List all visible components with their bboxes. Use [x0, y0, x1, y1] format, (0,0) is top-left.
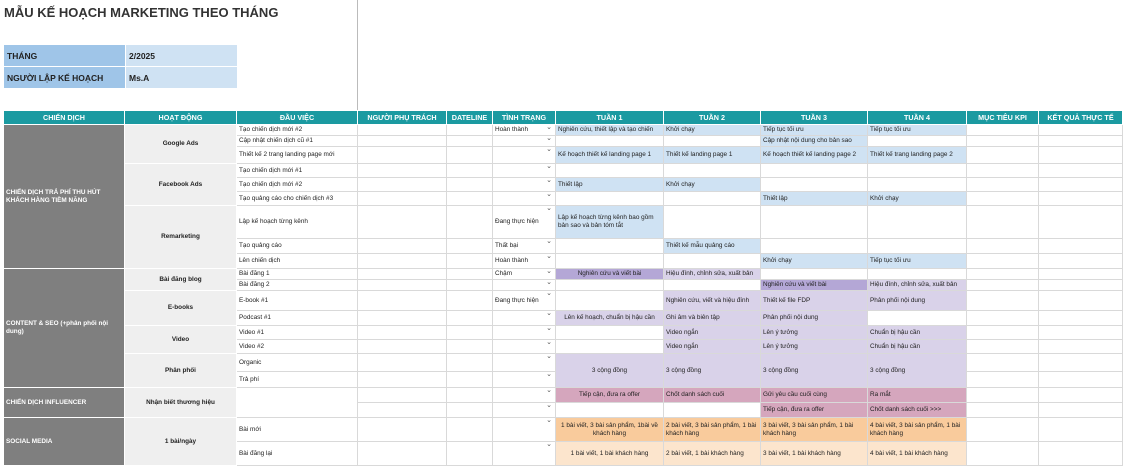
week4-cell[interactable]: Tiếp tục tối ưu — [868, 125, 967, 136]
week3-cell[interactable]: Nghiên cứu và viết bài — [761, 280, 868, 291]
owner-cell[interactable] — [358, 291, 447, 311]
week4-cell[interactable]: 4 bài viết, 3 bài sản phẩm, 1 bài khách hàng — [868, 418, 967, 442]
week2-cell[interactable]: Thiết kế mẫu quảng cáo — [664, 239, 761, 254]
status-dropdown[interactable] — [493, 164, 556, 178]
header-campaign: CHIẾN DỊCH — [4, 111, 125, 125]
week4-cell[interactable]: Chuẩn bị hậu cần — [868, 340, 967, 354]
header-week1: TUẦN 1 — [556, 111, 664, 125]
kpi-cell[interactable] — [967, 311, 1039, 326]
owner-cell[interactable] — [358, 136, 447, 147]
month-label: THÁNG — [4, 45, 126, 67]
week3-cell[interactable] — [761, 239, 868, 254]
result-cell[interactable] — [1039, 178, 1123, 192]
week1-cell[interactable]: Thiết lập — [556, 178, 664, 192]
result-cell[interactable] — [1039, 291, 1123, 311]
kpi-cell[interactable] — [967, 418, 1039, 442]
week3-cell[interactable]: Cập nhật nội dung cho bản sao — [761, 136, 868, 147]
task-cell[interactable]: Tạo quảng cáo — [237, 239, 358, 254]
status-dropdown[interactable] — [493, 192, 556, 206]
activity-cell-distribution: Phân phối — [125, 354, 237, 388]
deadline-cell[interactable] — [447, 147, 493, 164]
owner-cell[interactable] — [358, 442, 447, 466]
week1-cell[interactable]: Lên kế hoạch, chuẩn bị hậu cần — [556, 311, 664, 326]
status-dropdown[interactable] — [493, 280, 556, 291]
activity-cell-blog: Bài đăng blog — [125, 269, 237, 291]
owner-cell[interactable] — [358, 178, 447, 192]
owner-cell[interactable] — [358, 192, 447, 206]
owner-cell[interactable] — [358, 164, 447, 178]
week3-cell[interactable]: Thiết kế file FDP — [761, 291, 868, 311]
deadline-cell[interactable] — [447, 192, 493, 206]
week4-cell[interactable] — [868, 269, 967, 280]
result-cell[interactable] — [1039, 125, 1123, 136]
status-dropdown[interactable] — [493, 388, 556, 403]
result-cell[interactable] — [1039, 136, 1123, 147]
week3-cell[interactable]: Kế hoạch thiết kế landing page 2 — [761, 147, 868, 164]
task-cell[interactable]: Thiết kế 2 trang landing page mới — [237, 147, 358, 164]
status-dropdown[interactable] — [493, 418, 556, 442]
week2-cell[interactable] — [664, 254, 761, 269]
week2-cell[interactable]: Ghi âm và biên tập — [664, 311, 761, 326]
week2-cell[interactable] — [664, 164, 761, 178]
week3-cell[interactable]: 3 bài viết, 1 bài khách hàng — [761, 442, 868, 466]
result-cell[interactable] — [1039, 418, 1123, 442]
deadline-cell[interactable] — [447, 254, 493, 269]
kpi-cell[interactable] — [967, 192, 1039, 206]
deadline-cell[interactable] — [447, 403, 493, 418]
week2-cell[interactable] — [664, 403, 761, 418]
deadline-cell[interactable] — [447, 326, 493, 340]
week2-cell[interactable]: 3 cộng đồng — [664, 354, 761, 388]
week1-cell[interactable] — [556, 254, 664, 269]
activity-cell-remarketing: Remarketing — [125, 206, 237, 269]
deadline-cell[interactable] — [447, 354, 493, 372]
week4-cell[interactable]: Phân phối nội dung — [868, 291, 967, 311]
status-dropdown[interactable]: Chậm ⌄ — [493, 269, 556, 280]
month-value[interactable]: 2/2025 — [126, 45, 238, 67]
result-cell[interactable] — [1039, 442, 1123, 466]
month-row — [4, 45, 238, 67]
week1-cell[interactable]: 1 bài viết, 3 bài sản phẩm, 1bài về khách hàng — [556, 418, 664, 442]
owner-cell[interactable] — [358, 340, 447, 354]
task-cell[interactable]: Tạo chiến dịch mới #2 — [237, 178, 358, 192]
deadline-cell[interactable] — [447, 136, 493, 147]
deadline-cell[interactable] — [447, 164, 493, 178]
deadline-cell[interactable] — [447, 280, 493, 291]
task-cell[interactable]: Cập nhật chiến dịch cũ #1 — [237, 136, 358, 147]
week1-cell[interactable] — [556, 239, 664, 254]
week3-cell[interactable]: Lên ý tưởng — [761, 326, 868, 340]
kpi-cell[interactable] — [967, 442, 1039, 466]
task-cell[interactable]: Bài đăng 1 — [237, 269, 358, 280]
table-row — [4, 269, 1123, 280]
owner-cell[interactable] — [358, 311, 447, 326]
week4-cell[interactable] — [868, 136, 967, 147]
result-cell[interactable] — [1039, 192, 1123, 206]
result-cell[interactable] — [1039, 403, 1123, 418]
deadline-cell[interactable] — [447, 206, 493, 239]
week3-cell[interactable]: Khởi chạy — [761, 254, 868, 269]
week4-cell[interactable]: Chốt danh sách cuối >>> — [868, 403, 967, 418]
week4-cell[interactable] — [868, 239, 967, 254]
week2-cell[interactable]: Video ngắn — [664, 326, 761, 340]
activity-cell-daily: 1 bài/ngày — [125, 418, 237, 466]
header-kpi: MỤC TIÊU KPI — [967, 111, 1039, 125]
result-cell[interactable] — [1039, 280, 1123, 291]
week4-cell[interactable]: Khởi chạy — [868, 192, 967, 206]
kpi-cell[interactable] — [967, 269, 1039, 280]
kpi-cell[interactable] — [967, 326, 1039, 340]
kpi-cell[interactable] — [967, 178, 1039, 192]
sheet-title: MẪU KẾ HOẠCH MARKETING THEO THÁNG — [4, 5, 279, 20]
result-cell[interactable] — [1039, 388, 1123, 403]
status-dropdown[interactable]: Thất bại ⌄ — [493, 239, 556, 254]
week3-cell[interactable]: 3 bài viết, 3 bài sản phẩm, 1 bài khách hàng — [761, 418, 868, 442]
owner-cell[interactable] — [358, 388, 447, 403]
task-cell[interactable]: Tạo chiến dịch mới #1 — [237, 164, 358, 178]
week1-cell[interactable] — [556, 280, 664, 291]
week2-cell[interactable]: Nghiên cứu, viết và hiệu đính — [664, 291, 761, 311]
result-cell[interactable] — [1039, 239, 1123, 254]
week2-cell[interactable]: 2 bài viết, 3 bài sản phẩm, 1 bài khách hàng — [664, 418, 761, 442]
week3-cell[interactable]: Gửi yêu cầu cuối cùng — [761, 388, 868, 403]
deadline-cell[interactable] — [447, 311, 493, 326]
task-cell[interactable]: Bài mới — [237, 418, 358, 442]
week2-cell[interactable] — [664, 206, 761, 239]
status-dropdown[interactable] — [493, 147, 556, 164]
task-cell[interactable]: E-book #1 — [237, 291, 358, 311]
task-cell[interactable]: Lập kế hoạch từng kênh — [237, 206, 358, 239]
week4-cell[interactable] — [868, 164, 967, 178]
deadline-cell[interactable] — [447, 178, 493, 192]
header-row — [4, 111, 1123, 125]
week4-cell[interactable]: Hiệu đính, chỉnh sửa, xuất bản — [868, 280, 967, 291]
kpi-cell[interactable] — [967, 291, 1039, 311]
week2-cell[interactable]: 2 bài viết, 1 bài khách hàng — [664, 442, 761, 466]
task-cell[interactable]: Organic — [237, 354, 358, 372]
task-cell[interactable]: Bài đăng 2 — [237, 280, 358, 291]
task-cell[interactable] — [237, 388, 358, 418]
table-row — [4, 125, 1123, 136]
result-cell[interactable] — [1039, 326, 1123, 340]
kpi-cell[interactable] — [967, 239, 1039, 254]
result-cell[interactable] — [1039, 311, 1123, 326]
table-row — [4, 354, 1123, 372]
activity-cell-google: Google Ads — [125, 125, 237, 164]
deadline-cell[interactable] — [447, 372, 493, 388]
campaign-cell-influencer: CHIẾN DỊCH INFLUENCER — [4, 388, 125, 418]
week3-cell[interactable] — [761, 269, 868, 280]
activity-cell-brand: Nhận biết thương hiệu — [125, 388, 237, 418]
week1-cell[interactable]: Tiếp cận, đưa ra offer — [556, 388, 664, 403]
kpi-cell[interactable] — [967, 340, 1039, 354]
week1-cell[interactable]: 3 cộng đồng — [556, 354, 664, 388]
owner-cell[interactable] — [358, 206, 447, 239]
owner-cell[interactable] — [358, 326, 447, 340]
planner-row — [4, 67, 238, 89]
task-cell[interactable]: Bài đăng lại — [237, 442, 358, 466]
task-cell[interactable]: Podcast #1 — [237, 311, 358, 326]
kpi-cell[interactable] — [967, 388, 1039, 403]
table-row — [4, 291, 1123, 311]
activity-cell-facebook: Facebook Ads — [125, 164, 237, 206]
week4-cell[interactable]: Tiếp tục tối ưu — [868, 254, 967, 269]
week3-cell[interactable]: Tiếp tục tối ưu — [761, 125, 868, 136]
result-cell[interactable] — [1039, 354, 1123, 372]
campaign-cell-content: CONTENT & SEO (+phân phối nội dung) — [4, 269, 125, 388]
kpi-cell[interactable] — [967, 125, 1039, 136]
owner-cell[interactable] — [358, 125, 447, 136]
week4-cell[interactable] — [868, 311, 967, 326]
week3-cell[interactable]: Lên ý tưởng — [761, 340, 868, 354]
task-cell[interactable]: Trả phí — [237, 372, 358, 388]
week3-cell[interactable] — [761, 164, 868, 178]
week1-cell[interactable] — [556, 291, 664, 311]
task-cell[interactable]: Tạo quảng cáo cho chiến dịch #3 — [237, 192, 358, 206]
kpi-cell[interactable] — [967, 206, 1039, 239]
header-deadline: DATELINE — [447, 111, 493, 125]
result-cell[interactable] — [1039, 254, 1123, 269]
result-cell[interactable] — [1039, 206, 1123, 239]
kpi-cell[interactable] — [967, 280, 1039, 291]
header-result: KẾT QUẢ THỰC TẾ — [1039, 111, 1123, 125]
week3-cell[interactable]: Phân phối nội dung — [761, 311, 868, 326]
week1-cell[interactable] — [556, 192, 664, 206]
deadline-cell[interactable] — [447, 239, 493, 254]
result-cell[interactable] — [1039, 269, 1123, 280]
week1-cell[interactable]: Nghiên cứu và viết bài — [556, 269, 664, 280]
kpi-cell[interactable] — [967, 354, 1039, 372]
week1-cell[interactable] — [556, 326, 664, 340]
week4-cell[interactable]: 3 cộng đồng — [868, 354, 967, 388]
owner-cell[interactable] — [358, 239, 447, 254]
owner-cell[interactable] — [358, 254, 447, 269]
planner-label: NGƯỜI LẬP KẾ HOẠCH — [4, 67, 126, 89]
result-cell[interactable] — [1039, 147, 1123, 164]
status-dropdown[interactable]: Hoàn thành ⌄ — [493, 254, 556, 269]
kpi-cell[interactable] — [967, 136, 1039, 147]
week3-cell[interactable]: Tiếp cận, đưa ra offer — [761, 403, 868, 418]
result-cell[interactable] — [1039, 164, 1123, 178]
status-dropdown[interactable] — [493, 354, 556, 372]
result-cell[interactable] — [1039, 372, 1123, 388]
week1-cell[interactable]: Nghiên cứu, thiết lập và tạo chiến — [556, 125, 664, 136]
table-row — [4, 388, 1123, 403]
header-task: ĐẦU VIỆC — [237, 111, 358, 125]
status-dropdown[interactable]: Hoàn thành ⌄ — [493, 125, 556, 136]
owner-cell[interactable] — [358, 403, 447, 418]
week2-cell[interactable]: Thiết kế landing page 1 — [664, 147, 761, 164]
status-dropdown[interactable]: Đang thực hiện ⌄ — [493, 291, 556, 311]
week4-cell[interactable] — [868, 178, 967, 192]
campaign-cell-social: SOCIAL MEDIA — [4, 418, 125, 466]
week2-cell[interactable] — [664, 192, 761, 206]
kpi-cell[interactable] — [967, 372, 1039, 388]
week3-cell[interactable] — [761, 206, 868, 239]
deadline-cell[interactable] — [447, 291, 493, 311]
owner-cell[interactable] — [358, 147, 447, 164]
week4-cell[interactable]: Thiết kế trang landing page 2 — [868, 147, 967, 164]
deadline-cell[interactable] — [447, 418, 493, 442]
status-dropdown[interactable] — [493, 326, 556, 340]
deadline-cell[interactable] — [447, 442, 493, 466]
week2-cell[interactable] — [664, 280, 761, 291]
week1-cell[interactable]: Kế hoạch thiết kế landing page 1 — [556, 147, 664, 164]
table-row — [4, 326, 1123, 340]
status-dropdown[interactable] — [493, 311, 556, 326]
status-dropdown[interactable] — [493, 403, 556, 418]
week2-cell[interactable] — [664, 136, 761, 147]
planner-value[interactable]: Ms.A — [126, 67, 238, 89]
owner-cell[interactable] — [358, 418, 447, 442]
owner-cell[interactable] — [358, 372, 447, 388]
week2-cell[interactable]: Hiệu đính, chỉnh sửa, xuất bản — [664, 269, 761, 280]
header-status: TÌNH TRẠNG — [493, 111, 556, 125]
column-divider — [357, 0, 358, 110]
header-week2: TUẦN 2 — [664, 111, 761, 125]
deadline-cell[interactable] — [447, 340, 493, 354]
week1-cell[interactable]: Lập kế hoạch từng kênh bao gồm bản sao và bản tóm tắt — [556, 206, 664, 239]
status-dropdown[interactable] — [493, 340, 556, 354]
plan-table — [3, 110, 1123, 466]
week1-cell[interactable] — [556, 340, 664, 354]
week3-cell[interactable] — [761, 178, 868, 192]
status-dropdown[interactable] — [493, 442, 556, 466]
week3-cell[interactable]: 3 cộng đồng — [761, 354, 868, 388]
header-owner: NGƯỜI PHỤ TRÁCH — [358, 111, 447, 125]
week4-cell[interactable]: Chuẩn bị hậu cần — [868, 326, 967, 340]
task-cell[interactable]: Video #1 — [237, 326, 358, 340]
week2-cell[interactable]: Khởi chạy — [664, 178, 761, 192]
week2-cell[interactable]: Chốt danh sách cuối — [664, 388, 761, 403]
task-cell[interactable]: Tạo chiến dịch mới #2 — [237, 125, 358, 136]
activity-cell-video: Video — [125, 326, 237, 354]
week4-cell[interactable] — [868, 206, 967, 239]
plan-info — [3, 44, 238, 89]
status-dropdown[interactable] — [493, 178, 556, 192]
week1-cell[interactable]: 1 bài viết, 1 bài khách hàng — [556, 442, 664, 466]
week4-cell[interactable]: Ra mắt — [868, 388, 967, 403]
task-cell[interactable]: Lên chiến dịch — [237, 254, 358, 269]
table-row — [4, 206, 1123, 239]
week3-cell[interactable]: Thiết lập — [761, 192, 868, 206]
activity-cell-ebooks: E-books — [125, 291, 237, 326]
kpi-cell[interactable] — [967, 164, 1039, 178]
table-row — [4, 418, 1123, 442]
campaign-cell-paid: CHIẾN DỊCH TRẢ PHÍ THU HÚT KHÁCH HÀNG TIỀM NĂNG — [4, 125, 125, 269]
task-cell[interactable]: Video #2 — [237, 340, 358, 354]
status-dropdown[interactable]: Đang thực hiện ⌄ — [493, 206, 556, 239]
deadline-cell[interactable] — [447, 125, 493, 136]
header-activity: HOẠT ĐỘNG — [125, 111, 237, 125]
kpi-cell[interactable] — [967, 403, 1039, 418]
kpi-cell[interactable] — [967, 254, 1039, 269]
status-dropdown[interactable] — [493, 136, 556, 147]
week1-cell[interactable] — [556, 136, 664, 147]
week2-cell[interactable]: Video ngắn — [664, 340, 761, 354]
header-week4: TUẦN 4 — [868, 111, 967, 125]
week4-cell[interactable]: 4 bài viết, 1 bài khách hàng — [868, 442, 967, 466]
owner-cell[interactable] — [358, 354, 447, 372]
owner-cell[interactable] — [358, 269, 447, 280]
deadline-cell[interactable] — [447, 388, 493, 403]
header-week3: TUẦN 3 — [761, 111, 868, 125]
table-row — [4, 164, 1123, 178]
status-dropdown[interactable] — [493, 372, 556, 388]
week1-cell[interactable] — [556, 403, 664, 418]
deadline-cell[interactable] — [447, 269, 493, 280]
result-cell[interactable] — [1039, 340, 1123, 354]
week2-cell[interactable]: Khởi chạy — [664, 125, 761, 136]
kpi-cell[interactable] — [967, 147, 1039, 164]
week1-cell[interactable] — [556, 164, 664, 178]
owner-cell[interactable] — [358, 280, 447, 291]
